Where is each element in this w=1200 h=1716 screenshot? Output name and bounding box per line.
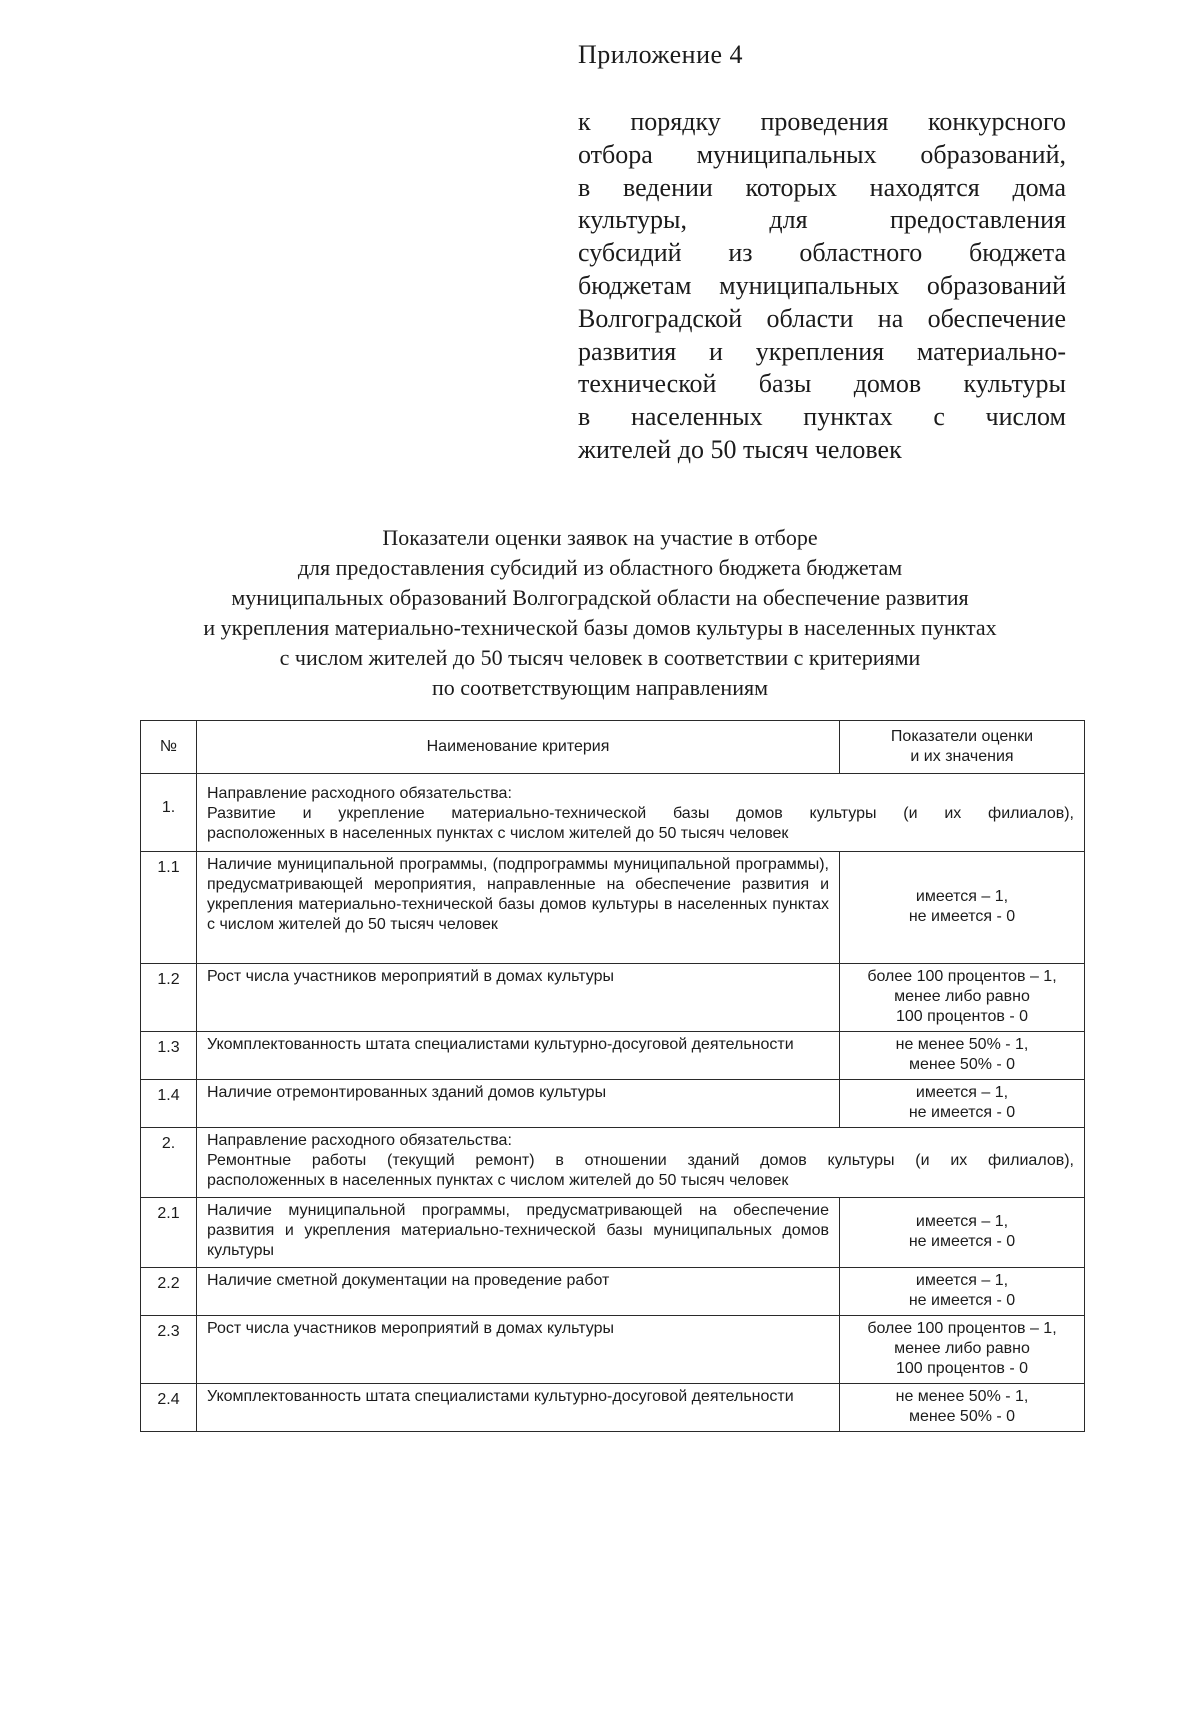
appendix-line: субсидий из областного бюджета bbox=[578, 238, 1066, 268]
table-header-row bbox=[141, 721, 1085, 774]
row-value: более 100 процентов – 1, менее либо равно 100 процентов - 0 bbox=[840, 964, 1085, 1032]
row-number: 2.2 bbox=[141, 1268, 197, 1316]
row-name: Наличие отремонтированных зданий домов культуры bbox=[197, 1080, 840, 1128]
row-name: Укомплектованность штата специалистами культурно-досуговой деятельности bbox=[197, 1384, 840, 1432]
appendix-line: в ведении которых находятся дома bbox=[578, 172, 1066, 202]
section-label: Направление расходного обязательства: bbox=[207, 1132, 512, 1149]
row-value: более 100 процентов – 1, менее либо равно 100 процентов - 0 bbox=[840, 1316, 1085, 1384]
appendix-line: технической базы домов культуры bbox=[578, 369, 1066, 399]
row-value: имеется – 1, не имеется - 0 bbox=[840, 1080, 1085, 1128]
section-number: 2. bbox=[141, 1128, 197, 1198]
heading-line: с числом жителей до 50 тысяч человек в соответствии с критериями bbox=[279, 645, 921, 670]
row-number: 1.1 bbox=[141, 852, 197, 964]
appendix-subtitle bbox=[578, 106, 1066, 467]
heading-line: для предоставления субсидий из областного бюджета бюджетам bbox=[297, 555, 903, 580]
row-value: имеется – 1, не имеется - 0 bbox=[840, 1268, 1085, 1316]
section-description bbox=[197, 1128, 1085, 1198]
row-name: Наличие муниципальной программы, предусматривающей на обеспечение развития и укрепления материально-технической базы муниципальных домов культуры bbox=[197, 1198, 840, 1268]
row-value: не менее 50% - 1, менее 50% - 0 bbox=[840, 1384, 1085, 1432]
heading-line: Показатели оценки заявок на участие в отборе bbox=[382, 525, 818, 550]
appendix-line: в населенных пунктах с числом bbox=[578, 402, 1066, 432]
appendix-line: к порядку проведения конкурсного bbox=[578, 107, 1066, 136]
section-text: расположенных в населенных пунктах с числом жителей до 50 тысяч человек bbox=[207, 825, 789, 842]
section-row bbox=[141, 1128, 1085, 1198]
section-text: расположенных в населенных пунктах с числом жителей до 50 тысяч человек bbox=[207, 1172, 789, 1189]
row-number: 1.2 bbox=[141, 964, 197, 1032]
section-label: Направление расходного обязательства: bbox=[207, 785, 512, 802]
row-value: не менее 50% - 1, менее 50% - 0 bbox=[840, 1032, 1085, 1080]
row-number: 1.3 bbox=[141, 1032, 197, 1080]
document-heading bbox=[100, 523, 1100, 703]
row-name: Рост числа участников мероприятий в домах культуры bbox=[197, 964, 840, 1032]
row-value: имеется – 1, не имеется - 0 bbox=[840, 1198, 1085, 1268]
appendix-line: отбора муниципальных образований, bbox=[578, 139, 1066, 169]
header-value: Показатели оценки и их значения bbox=[840, 721, 1085, 774]
section-row bbox=[141, 774, 1085, 852]
heading-line: и укрепления материально-технической базы домов культуры в населенных пунктах bbox=[203, 615, 997, 640]
header-name: Наименование критерия bbox=[197, 721, 840, 774]
row-number: 2.3 bbox=[141, 1316, 197, 1384]
row-name: Наличие сметной документации на проведение работ bbox=[197, 1268, 840, 1316]
table-row bbox=[141, 1198, 1085, 1268]
row-number: 1.4 bbox=[141, 1080, 197, 1128]
row-number: 2.4 bbox=[141, 1384, 197, 1432]
appendix-line: Волгоградской области на обеспечение bbox=[578, 303, 1066, 333]
heading-line: по соответствующим направлениям bbox=[431, 675, 769, 700]
table-row bbox=[141, 964, 1085, 1032]
section-description bbox=[197, 774, 1085, 852]
appendix-title: Приложение 4 bbox=[578, 40, 744, 69]
table-row bbox=[141, 1080, 1085, 1128]
appendix-line: культуры, для предоставления bbox=[578, 205, 1066, 235]
header-num: № bbox=[141, 721, 197, 774]
row-name: Наличие муниципальной программы, (подпрограммы муниципальной программы), предусматривающей мероприятия, направленные на обеспечение развития и укрепления материально-технической базы домов культуры в населенных пунктах с числом жителей до 50 тысяч человек bbox=[197, 852, 840, 964]
table-row bbox=[141, 1268, 1085, 1316]
row-number: 2.1 bbox=[141, 1198, 197, 1268]
criteria-table bbox=[140, 720, 1085, 1432]
appendix-line: жителей до 50 тысяч человек bbox=[578, 434, 902, 464]
section-text: Ремонтные работы (текущий ремонт) в отношении зданий домов культуры (и их филиалов), bbox=[207, 1152, 1074, 1169]
row-name: Рост числа участников мероприятий в домах культуры bbox=[197, 1316, 840, 1384]
section-text: Развитие и укрепление материально-технической базы домов культуры (и их филиалов), bbox=[207, 805, 1074, 822]
appendix-line: развития и укрепления материально- bbox=[578, 336, 1066, 366]
table-row bbox=[141, 1384, 1085, 1432]
section-number: 1. bbox=[141, 774, 197, 852]
table-row bbox=[141, 1316, 1085, 1384]
row-name: Укомплектованность штата специалистами культурно-досуговой деятельности bbox=[197, 1032, 840, 1080]
heading-line: муниципальных образований Волгоградской области на обеспечение развития bbox=[231, 585, 969, 610]
appendix-line: бюджетам муниципальных образований bbox=[578, 270, 1066, 300]
row-value: имеется – 1, не имеется - 0 bbox=[840, 852, 1085, 964]
table-row bbox=[141, 1032, 1085, 1080]
table-row bbox=[141, 852, 1085, 964]
